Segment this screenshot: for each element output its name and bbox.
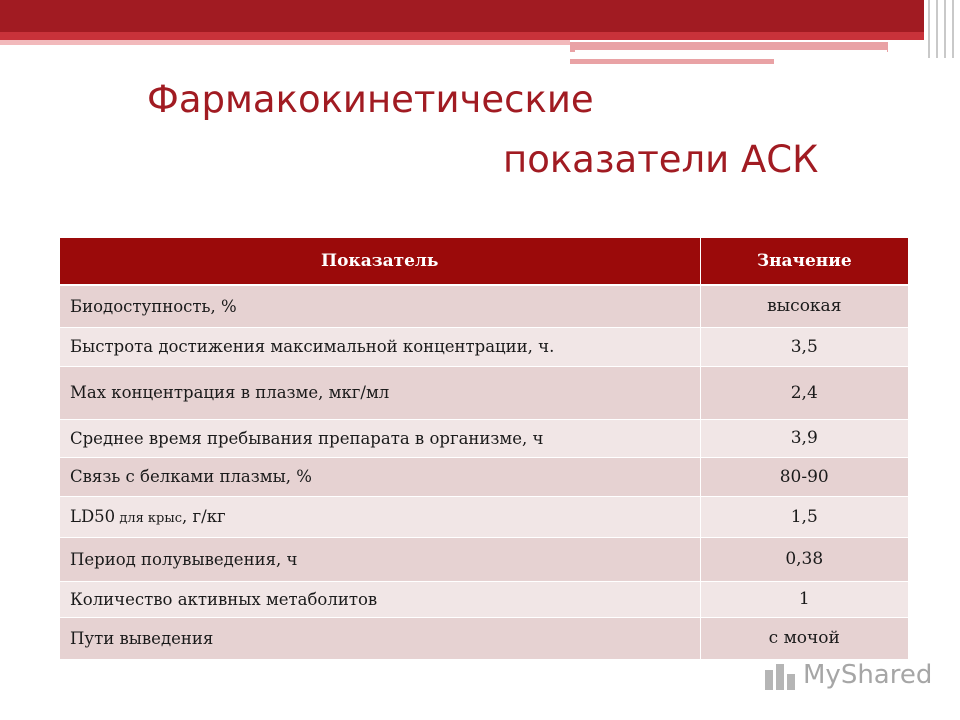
row-value: 2,4 <box>700 366 908 419</box>
watermark-text: MyShared <box>803 660 933 690</box>
row-value: с мочой <box>700 617 908 659</box>
ld50-subject: для крыс <box>115 511 182 526</box>
row-value: 3,5 <box>700 327 908 366</box>
row-label: Быстрота достижения максимальной концентрации, ч. <box>60 327 700 366</box>
ld50-label: LD50 <box>70 507 116 526</box>
table-row <box>60 366 908 419</box>
myshared-watermark <box>763 656 933 696</box>
header-parameter: Показатель <box>60 238 700 285</box>
row-label: Количество активных метаболитов <box>60 581 700 617</box>
slide-title-line1: Фармакокинетические <box>147 78 594 121</box>
row-label: Биодоступность, % <box>60 285 700 327</box>
row-value: 1 <box>700 581 908 617</box>
table-row <box>60 496 908 537</box>
top-decor-stripe <box>0 32 924 40</box>
table-row <box>60 537 908 581</box>
ld50-unit: , г/кг <box>182 507 226 526</box>
header-value: Значение <box>700 238 908 285</box>
table-row <box>60 617 908 659</box>
table-row <box>60 327 908 366</box>
decor-vertical-lines <box>924 0 960 60</box>
row-label: Max концентрация в плазме, мкг/мл <box>60 366 700 419</box>
row-value: 3,9 <box>700 419 908 457</box>
table-header-row <box>60 238 908 285</box>
row-label: Связь с белками плазмы, % <box>60 457 700 496</box>
myshared-logo-icon <box>763 662 797 692</box>
row-label: Период полувыведения, ч <box>60 537 700 581</box>
row-label <box>60 496 700 537</box>
decor-line <box>575 50 887 53</box>
row-value: 80-90 <box>700 457 908 496</box>
row-value: 1,5 <box>700 496 908 537</box>
table-row <box>60 285 908 327</box>
decor-line <box>0 40 570 45</box>
top-decor-bar <box>0 0 924 32</box>
decor-line <box>570 59 774 64</box>
pharmacokinetics-table <box>60 238 908 660</box>
row-value: высокая <box>700 285 908 327</box>
table-row <box>60 419 908 457</box>
slide-title-line2: показатели АСК <box>503 138 819 181</box>
row-label: Среднее время пребывания препарата в организме, ч <box>60 419 700 457</box>
row-label: Пути выведения <box>60 617 700 659</box>
table-row <box>60 457 908 496</box>
row-value: 0,38 <box>700 537 908 581</box>
table-row <box>60 581 908 617</box>
